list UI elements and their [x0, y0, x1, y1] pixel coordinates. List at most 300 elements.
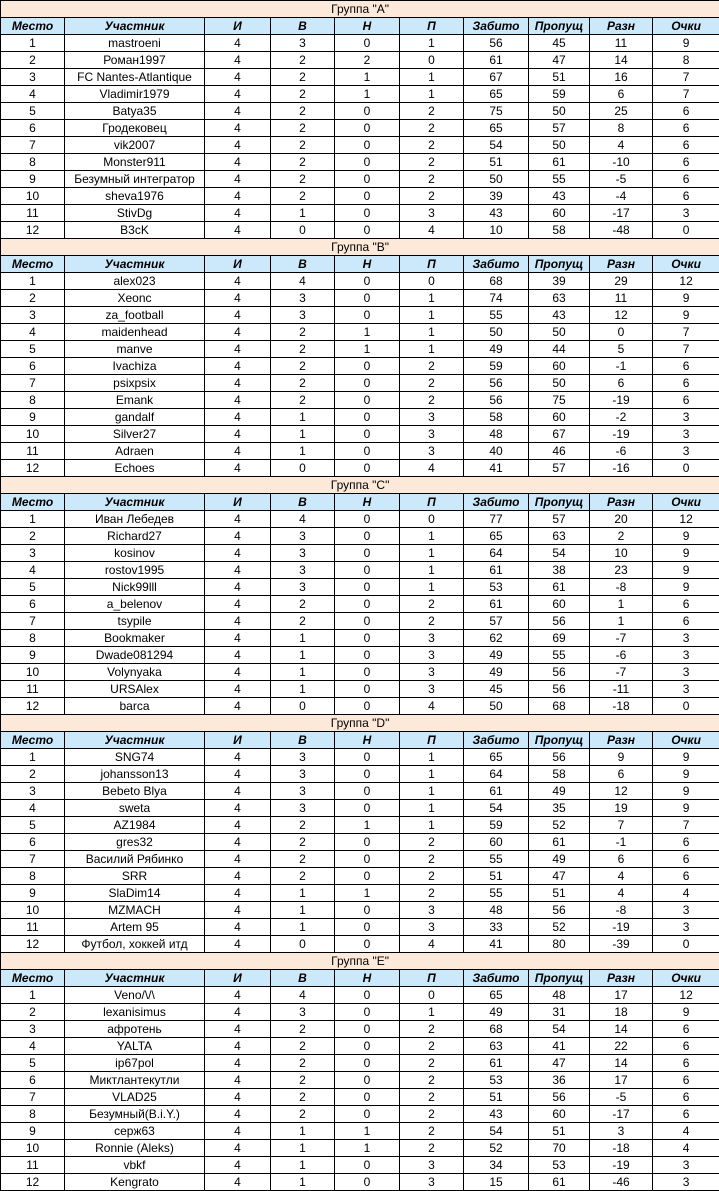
cell-drawn: 0	[335, 766, 400, 783]
cell-played: 4	[205, 426, 271, 443]
group-title: Группа "C"	[1, 477, 719, 494]
cell-conceded: 38	[529, 562, 590, 579]
table-row	[1, 1021, 719, 1038]
cell-scored: 51	[464, 1089, 529, 1106]
cell-conceded: 47	[529, 1055, 590, 1072]
column-header-scored: Забито	[464, 970, 529, 987]
cell-lost: 2	[400, 1123, 464, 1140]
cell-conceded: 48	[529, 987, 590, 1004]
column-header-points: Очки	[653, 732, 719, 749]
column-header-won: В	[271, 256, 335, 273]
cell-conceded: 63	[529, 290, 590, 307]
cell-participant: MZMACH	[65, 902, 205, 919]
cell-lost: 1	[400, 562, 464, 579]
cell-scored: 55	[464, 851, 529, 868]
cell-conceded: 49	[529, 783, 590, 800]
cell-won: 1	[271, 647, 335, 664]
cell-conceded: 60	[529, 358, 590, 375]
cell-participant: johansson13	[65, 766, 205, 783]
cell-place: 7	[1, 137, 65, 154]
cell-place: 2	[1, 1004, 65, 1021]
cell-diff: -39	[590, 936, 653, 953]
cell-won: 1	[271, 1140, 335, 1157]
cell-scored: 50	[464, 698, 529, 715]
cell-lost: 2	[400, 188, 464, 205]
cell-played: 4	[205, 1072, 271, 1089]
cell-participant: Bookmaker	[65, 630, 205, 647]
cell-played: 4	[205, 1004, 271, 1021]
cell-drawn: 0	[335, 919, 400, 936]
cell-diff: 4	[590, 885, 653, 902]
cell-won: 1	[271, 919, 335, 936]
cell-participant: Vladimir1979	[65, 86, 205, 103]
cell-drawn: 0	[335, 171, 400, 188]
cell-place: 12	[1, 1174, 65, 1191]
cell-lost: 2	[400, 596, 464, 613]
cell-diff: 12	[590, 307, 653, 324]
cell-scored: 15	[464, 1174, 529, 1191]
cell-lost: 3	[400, 409, 464, 426]
cell-points: 6	[653, 375, 719, 392]
table-row	[1, 426, 719, 443]
group-title: Группа "B"	[1, 239, 719, 256]
cell-diff: -17	[590, 205, 653, 222]
cell-drawn: 0	[335, 800, 400, 817]
cell-points: 9	[653, 528, 719, 545]
cell-diff: 6	[590, 766, 653, 783]
cell-scored: 61	[464, 596, 529, 613]
cell-place: 3	[1, 69, 65, 86]
group-title: Группа "D"	[1, 715, 719, 732]
column-header-drawn: Н	[335, 732, 400, 749]
cell-drawn: 0	[335, 698, 400, 715]
column-header-participant: Участник	[65, 732, 205, 749]
cell-conceded: 49	[529, 851, 590, 868]
cell-diff: -19	[590, 426, 653, 443]
cell-won: 2	[271, 868, 335, 885]
cell-diff: -4	[590, 188, 653, 205]
cell-points: 4	[653, 1123, 719, 1140]
cell-participant: Richard27	[65, 528, 205, 545]
cell-place: 12	[1, 698, 65, 715]
cell-won: 2	[271, 851, 335, 868]
cell-scored: 39	[464, 188, 529, 205]
cell-diff: 5	[590, 341, 653, 358]
cell-place: 12	[1, 460, 65, 477]
cell-participant: alex023	[65, 273, 205, 290]
cell-won: 2	[271, 834, 335, 851]
cell-scored: 51	[464, 868, 529, 885]
cell-place: 2	[1, 528, 65, 545]
cell-points: 9	[653, 800, 719, 817]
cell-drawn: 0	[335, 120, 400, 137]
cell-drawn: 0	[335, 1055, 400, 1072]
table-row	[1, 137, 719, 154]
column-header-played: И	[205, 256, 271, 273]
cell-won: 2	[271, 324, 335, 341]
cell-scored: 56	[464, 392, 529, 409]
cell-won: 4	[271, 273, 335, 290]
column-header-lost: П	[400, 494, 464, 511]
cell-conceded: 35	[529, 800, 590, 817]
cell-played: 4	[205, 1123, 271, 1140]
cell-diff: -19	[590, 919, 653, 936]
cell-lost: 1	[400, 800, 464, 817]
cell-drawn: 0	[335, 936, 400, 953]
cell-participant: maidenhead	[65, 324, 205, 341]
cell-played: 4	[205, 341, 271, 358]
cell-lost: 3	[400, 205, 464, 222]
cell-won: 2	[271, 69, 335, 86]
cell-points: 3	[653, 426, 719, 443]
cell-place: 7	[1, 375, 65, 392]
cell-diff: -19	[590, 392, 653, 409]
cell-place: 5	[1, 817, 65, 834]
table-row	[1, 120, 719, 137]
cell-participant: Василий Рябинко	[65, 851, 205, 868]
cell-drawn: 0	[335, 137, 400, 154]
cell-points: 3	[653, 647, 719, 664]
cell-lost: 1	[400, 783, 464, 800]
cell-participant: lexanisimus	[65, 1004, 205, 1021]
cell-conceded: 54	[529, 1021, 590, 1038]
cell-place: 5	[1, 103, 65, 120]
cell-lost: 2	[400, 885, 464, 902]
cell-points: 0	[653, 936, 719, 953]
cell-conceded: 61	[529, 834, 590, 851]
cell-participant: gres32	[65, 834, 205, 851]
cell-won: 2	[271, 171, 335, 188]
cell-conceded: 39	[529, 273, 590, 290]
cell-played: 4	[205, 545, 271, 562]
cell-place: 10	[1, 902, 65, 919]
cell-drawn: 0	[335, 290, 400, 307]
cell-won: 3	[271, 766, 335, 783]
cell-drawn: 0	[335, 443, 400, 460]
cell-played: 4	[205, 681, 271, 698]
table-row	[1, 681, 719, 698]
cell-drawn: 0	[335, 188, 400, 205]
cell-conceded: 70	[529, 1140, 590, 1157]
cell-participant: Dwade081294	[65, 647, 205, 664]
cell-played: 4	[205, 579, 271, 596]
cell-won: 1	[271, 1174, 335, 1191]
cell-scored: 63	[464, 1038, 529, 1055]
cell-won: 0	[271, 460, 335, 477]
cell-participant: Ivachiza	[65, 358, 205, 375]
cell-diff: -8	[590, 579, 653, 596]
cell-points: 3	[653, 919, 719, 936]
cell-conceded: 57	[529, 460, 590, 477]
cell-points: 9	[653, 783, 719, 800]
cell-lost: 2	[400, 613, 464, 630]
cell-played: 4	[205, 137, 271, 154]
cell-lost: 2	[400, 834, 464, 851]
cell-won: 4	[271, 511, 335, 528]
cell-lost: 1	[400, 35, 464, 52]
table-row	[1, 460, 719, 477]
table-row	[1, 1174, 719, 1191]
cell-place: 11	[1, 919, 65, 936]
cell-place: 5	[1, 1055, 65, 1072]
cell-lost: 3	[400, 647, 464, 664]
column-header-points: Очки	[653, 18, 719, 35]
cell-scored: 64	[464, 766, 529, 783]
cell-place: 7	[1, 851, 65, 868]
cell-conceded: 45	[529, 35, 590, 52]
cell-scored: 65	[464, 86, 529, 103]
cell-lost: 1	[400, 324, 464, 341]
cell-conceded: 36	[529, 1072, 590, 1089]
cell-points: 3	[653, 630, 719, 647]
cell-diff: 3	[590, 1123, 653, 1140]
cell-conceded: 67	[529, 426, 590, 443]
table-row	[1, 766, 719, 783]
cell-conceded: 51	[529, 885, 590, 902]
cell-diff: 14	[590, 1021, 653, 1038]
cell-participant: VLAD25	[65, 1089, 205, 1106]
cell-participant: Xeonc	[65, 290, 205, 307]
cell-diff: 2	[590, 528, 653, 545]
cell-won: 1	[271, 443, 335, 460]
column-header-diff: Разн	[590, 494, 653, 511]
cell-place: 7	[1, 1089, 65, 1106]
cell-place: 11	[1, 205, 65, 222]
cell-diff: 1	[590, 613, 653, 630]
cell-points: 0	[653, 222, 719, 239]
cell-scored: 41	[464, 936, 529, 953]
cell-drawn: 0	[335, 35, 400, 52]
cell-participant: sheva1976	[65, 188, 205, 205]
cell-drawn: 0	[335, 647, 400, 664]
cell-played: 4	[205, 1089, 271, 1106]
cell-participant: Ronnie (Aleks)	[65, 1140, 205, 1157]
cell-conceded: 50	[529, 324, 590, 341]
cell-scored: 49	[464, 341, 529, 358]
cell-diff: -46	[590, 1174, 653, 1191]
cell-diff: 11	[590, 35, 653, 52]
cell-points: 0	[653, 460, 719, 477]
cell-points: 12	[653, 511, 719, 528]
column-header-participant: Участник	[65, 18, 205, 35]
cell-conceded: 54	[529, 545, 590, 562]
cell-points: 6	[653, 1089, 719, 1106]
cell-scored: 10	[464, 222, 529, 239]
cell-conceded: 61	[529, 1174, 590, 1191]
table-row	[1, 1123, 719, 1140]
cell-place: 6	[1, 120, 65, 137]
cell-played: 4	[205, 749, 271, 766]
cell-conceded: 55	[529, 171, 590, 188]
table-row	[1, 613, 719, 630]
cell-place: 6	[1, 596, 65, 613]
cell-participant: kosinov	[65, 545, 205, 562]
cell-conceded: 69	[529, 630, 590, 647]
cell-scored: 61	[464, 1055, 529, 1072]
table-row	[1, 579, 719, 596]
cell-played: 4	[205, 511, 271, 528]
cell-points: 6	[653, 868, 719, 885]
group-title-row	[1, 477, 719, 494]
group-title-row	[1, 715, 719, 732]
cell-won: 2	[271, 188, 335, 205]
column-header-diff: Разн	[590, 18, 653, 35]
cell-won: 1	[271, 902, 335, 919]
cell-participant: Veno/\/\	[65, 987, 205, 1004]
cell-participant: za_football	[65, 307, 205, 324]
cell-participant: афротень	[65, 1021, 205, 1038]
cell-diff: -17	[590, 1106, 653, 1123]
cell-conceded: 56	[529, 749, 590, 766]
cell-played: 4	[205, 375, 271, 392]
table-row	[1, 171, 719, 188]
cell-scored: 67	[464, 69, 529, 86]
cell-conceded: 50	[529, 375, 590, 392]
cell-drawn: 0	[335, 1174, 400, 1191]
cell-won: 4	[271, 987, 335, 1004]
column-header-played: И	[205, 494, 271, 511]
column-header-lost: П	[400, 970, 464, 987]
cell-lost: 1	[400, 69, 464, 86]
cell-diff: -16	[590, 460, 653, 477]
column-header-drawn: Н	[335, 18, 400, 35]
cell-played: 4	[205, 664, 271, 681]
cell-drawn: 0	[335, 749, 400, 766]
cell-participant: URSAlex	[65, 681, 205, 698]
cell-scored: 75	[464, 103, 529, 120]
cell-played: 4	[205, 936, 271, 953]
cell-participant: Volynyaka	[65, 664, 205, 681]
cell-place: 9	[1, 885, 65, 902]
cell-conceded: 44	[529, 341, 590, 358]
cell-participant: Kengrato	[65, 1174, 205, 1191]
table-row	[1, 1055, 719, 1072]
cell-points: 6	[653, 358, 719, 375]
cell-played: 4	[205, 443, 271, 460]
cell-drawn: 0	[335, 902, 400, 919]
cell-participant: YALTA	[65, 1038, 205, 1055]
cell-lost: 2	[400, 868, 464, 885]
cell-drawn: 0	[335, 409, 400, 426]
cell-drawn: 0	[335, 222, 400, 239]
cell-played: 4	[205, 766, 271, 783]
cell-participant: Emank	[65, 392, 205, 409]
cell-points: 12	[653, 987, 719, 1004]
cell-conceded: 58	[529, 222, 590, 239]
cell-lost: 3	[400, 919, 464, 936]
cell-participant: Иван Лебедев	[65, 511, 205, 528]
cell-place: 9	[1, 1123, 65, 1140]
cell-won: 2	[271, 392, 335, 409]
cell-scored: 68	[464, 1021, 529, 1038]
cell-drawn: 0	[335, 1038, 400, 1055]
cell-lost: 3	[400, 681, 464, 698]
column-header-scored: Забито	[464, 732, 529, 749]
group-title-row	[1, 239, 719, 256]
table-row	[1, 290, 719, 307]
cell-place: 1	[1, 511, 65, 528]
cell-participant: Безумный(B.i.Y.)	[65, 1106, 205, 1123]
cell-points: 7	[653, 341, 719, 358]
cell-diff: -11	[590, 681, 653, 698]
cell-conceded: 60	[529, 1106, 590, 1123]
column-header-won: В	[271, 732, 335, 749]
cell-participant: серж63	[65, 1123, 205, 1140]
cell-played: 4	[205, 120, 271, 137]
cell-scored: 49	[464, 1004, 529, 1021]
cell-conceded: 56	[529, 613, 590, 630]
column-header-points: Очки	[653, 256, 719, 273]
cell-place: 4	[1, 86, 65, 103]
cell-played: 4	[205, 1140, 271, 1157]
cell-won: 2	[271, 1106, 335, 1123]
cell-place: 1	[1, 987, 65, 1004]
table-row	[1, 86, 719, 103]
table-row	[1, 936, 719, 953]
table-row	[1, 596, 719, 613]
cell-lost: 1	[400, 545, 464, 562]
cell-drawn: 0	[335, 1072, 400, 1089]
cell-diff: -5	[590, 1089, 653, 1106]
column-header-points: Очки	[653, 970, 719, 987]
cell-won: 3	[271, 749, 335, 766]
cell-played: 4	[205, 409, 271, 426]
cell-points: 3	[653, 681, 719, 698]
table-row	[1, 222, 719, 239]
cell-played: 4	[205, 596, 271, 613]
cell-played: 4	[205, 1174, 271, 1191]
cell-won: 2	[271, 1021, 335, 1038]
cell-scored: 65	[464, 528, 529, 545]
cell-diff: 4	[590, 137, 653, 154]
cell-place: 2	[1, 766, 65, 783]
cell-points: 6	[653, 103, 719, 120]
cell-played: 4	[205, 103, 271, 120]
cell-scored: 65	[464, 987, 529, 1004]
cell-lost: 1	[400, 86, 464, 103]
cell-drawn: 0	[335, 460, 400, 477]
cell-points: 3	[653, 205, 719, 222]
column-header-played: И	[205, 18, 271, 35]
cell-lost: 1	[400, 817, 464, 834]
cell-participant: a_belenov	[65, 596, 205, 613]
cell-won: 1	[271, 1123, 335, 1140]
cell-diff: -18	[590, 1140, 653, 1157]
cell-diff: 11	[590, 290, 653, 307]
cell-points: 6	[653, 1038, 719, 1055]
cell-place: 11	[1, 1157, 65, 1174]
column-header-diff: Разн	[590, 732, 653, 749]
cell-played: 4	[205, 52, 271, 69]
cell-conceded: 58	[529, 766, 590, 783]
column-header-scored: Забито	[464, 494, 529, 511]
cell-drawn: 0	[335, 1157, 400, 1174]
cell-points: 6	[653, 1021, 719, 1038]
cell-participant: Миктлантекутли	[65, 1072, 205, 1089]
cell-diff: -19	[590, 1157, 653, 1174]
cell-lost: 1	[400, 579, 464, 596]
column-header-lost: П	[400, 732, 464, 749]
column-header-conceded: Пропущ	[529, 970, 590, 987]
table-row	[1, 307, 719, 324]
cell-points: 9	[653, 562, 719, 579]
cell-drawn: 1	[335, 341, 400, 358]
cell-participant: Silver27	[65, 426, 205, 443]
column-header-played: И	[205, 970, 271, 987]
cell-participant: ip67pol	[65, 1055, 205, 1072]
cell-scored: 55	[464, 885, 529, 902]
cell-drawn: 0	[335, 987, 400, 1004]
